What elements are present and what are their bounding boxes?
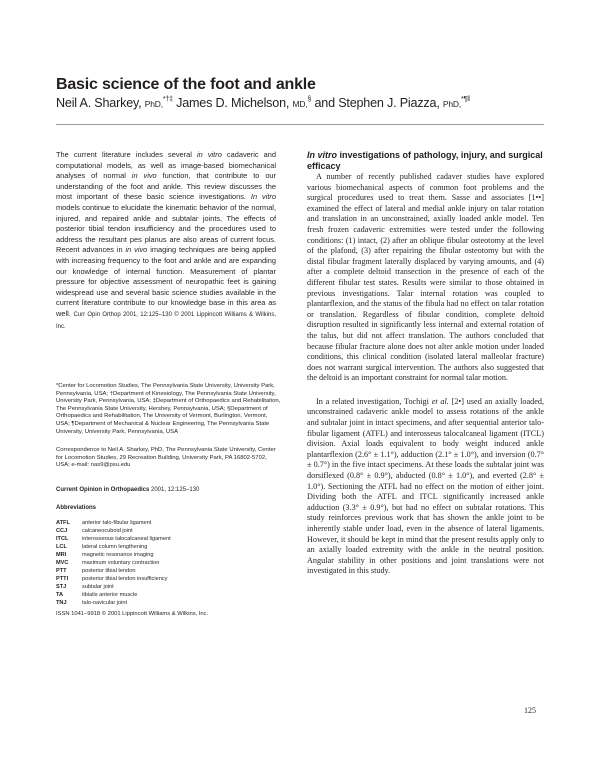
abbreviation-key: STJ: [56, 584, 67, 591]
body-paragraph: A number of recently published cadaver studies have explored various biomechanical aspects of common foot problems and the surgical procedures used to treat them. Sasse and associates [1••] examined the effect of lateral and medial ankle injury on talar rotation and translation in an unconstrained, axially loaded ankle model. Ten fresh frozen cadaveric extremities were tested under the following conditions: (1) intact, (2) after an oblique fibular osteotomy at the level of the plafond, (3) after repairing the fibular osteotomy but with the distal fibular fragment laterally displaced by varying amounts, and (4) after a complete deltoid transection in the presence of each of the different fibular test states. Results were similar to those obtained in previous investigations. Talar internal rotation was coupled to plantarflexion, and the status of the fibula had no effect on talar rotation or translation. Regardless of fibular condition, complete deltoid disruption resulted in significantly less internal and external rotation of the talus, but did not affect translation. The authors concluded that because fibular fracture alone does not alter ankle motion under loaded conditions, this clinical condition (isolated lateral malleolar fracture) does not warrant surgical intervention. The authors also suggested that the deltoid is an important constraint for normal talar motion.: [307, 172, 544, 383]
abstract: [56, 150, 276, 332]
abbreviation-key: MVC: [56, 560, 69, 567]
body-text: In a related investigation, Tochigi: [316, 396, 432, 406]
author-separator: and: [311, 96, 339, 110]
abbreviation-value: subtalar joint: [82, 584, 114, 591]
abbreviation-value: calcaneocuboid joint: [82, 528, 133, 535]
author-name: Neil A. Sharkey,: [56, 96, 145, 110]
abbreviation-row: [56, 535, 282, 543]
right-column: [307, 150, 544, 577]
abstract-text: models continue to elucidate the kinematic behavior of the normal, injured, and repaired ankle and subtalar joints. The effects of posterior tibial tendon insufficiency and the procedures used to address the resultant pes planus are also areas of current focus. Recent advances in: [56, 202, 276, 255]
author-marks: §: [307, 96, 312, 103]
author-degree: PhD,: [144, 99, 163, 109]
abbreviation-key: CCJ: [56, 528, 68, 535]
header-rule: [56, 124, 544, 125]
section-heading-text: investigations of pathology, injury, and surgical efficacy: [307, 150, 543, 171]
abbreviation-value: lateral column lengthening: [82, 544, 148, 551]
body-paragraph: [307, 397, 544, 577]
journal-citation: [56, 487, 199, 493]
abbreviation-value: talo-navicular joint: [82, 600, 128, 607]
left-column: [56, 150, 276, 332]
abbreviation-key: TNJ: [56, 600, 67, 607]
abbreviation-row: [56, 583, 282, 591]
abbreviation-value: interosseous talocalcaneal ligament: [82, 536, 171, 543]
abbreviation-row: [56, 559, 282, 567]
abbreviation-key: TA: [56, 592, 64, 599]
affiliations: *Center for Locomotion Studies, The Pennsylvania State University, University Park, Pennsylvania, USA; †Department of Kinesiology, The Pennsylvania State University, University Park, Pennsylvania, USA; ‡Department of Orthopaedics and Rehabilitation, The Pennsylvania State University, Hershey, Pennsylvania, USA; §Department of Orthopaedics and Rehabilitation, The University of Vermont, Burlington, Vermont, USA; ¶Department of Mechanical & Nuclear Engineering, The Pennsylvania State University, University Park, Pennsylvania, USA: [56, 383, 281, 435]
section-heading: [307, 150, 544, 172]
abbreviation-row: [56, 599, 282, 607]
abbreviation-row: [56, 519, 282, 527]
abbreviation-row: [56, 527, 282, 535]
abstract-text: function, that contribute to our understanding of the foot and ankle. This review discusses the most important of these basic science investigations.: [56, 171, 276, 202]
abstract-citation: Curr Opin Orthop 2001, 12:125–130 © 2001 Lippincott Williams & Wilkins, Inc.: [56, 311, 276, 330]
abstract-emphasis: in vivo: [131, 171, 157, 181]
abbreviation-value: posterior tibial tendon: [82, 568, 136, 575]
abbreviation-key: LCL: [56, 544, 67, 551]
abbreviation-value: posterior tibial tendon insufficiency: [82, 576, 168, 583]
abbreviation-value: maximum voluntary contraction: [82, 560, 160, 567]
body-text: [2•] used an axially loaded, unconstrained cadaveric ankle model to assess rotations of the ankle and subtalar joint in intact specimens, and after sequential anterior talo-fibular ligament (ATFL) and interosseus talocalcaneal ligament (ITCL) division. Axial loads equivalent to body weight induced ankle plantarflexion (2.6° ± 1.1°), adduction (2.1° ± 1.0°), and inversion (0.7° ± 0.7°) in the five intact specimens. At these loads the subtalar joint was dorsiflexed (0.8° ± 0.9°), abducted (0.8° ± 1.0°), and everted (2.8° ± 1.0°). Sectioning the ATFL had no effect on the motion of either joint. Dividing both the ATFL and ITCL significantly increased ankle adduction (3.3° ± 0.9°), but had no effect on subtalar rotations. This study reinforces previous work that has shown the ankle joint to be inherently stable under load, even in the absence of lateral ligaments. However, it should be kept in mind that the present results apply only to an axially loaded extremity with the ankle in the neutral position. Angular stability in other positions and joint translations were not investigated in this study.: [307, 396, 544, 576]
abbreviation-key: MRI: [56, 552, 67, 559]
abbreviation-value: anterior talo-fibular ligament: [82, 520, 152, 526]
abstract-text: imaging techniques are being applied with increasing frequency to the foot and ankle and are expanding our knowledge of internal function. Measurement of plantar pressure for objective assessment of neuropathic feet is gaining widespread use and several basic science studies available in the current literature contribute to our knowledge base in this area as well.: [56, 245, 277, 318]
abbreviation-row: [56, 543, 282, 551]
author-marks: *†‡: [162, 96, 173, 103]
abbreviation-key: ATFL: [56, 520, 70, 526]
abbreviations-list: [56, 519, 282, 608]
page-number: 125: [524, 706, 536, 715]
author-name: Stephen J. Piazza,: [338, 96, 443, 110]
abbreviation-row: [56, 551, 282, 559]
journal-issue: 2001, 12:125–130: [149, 487, 200, 493]
issn-line: ISSN 1041–9918 © 2001 Lippincott Williams & Wilkins, Inc.: [56, 611, 209, 617]
abbreviation-key: ITCL: [56, 536, 69, 543]
abbreviation-key: PTTI: [56, 576, 69, 583]
author-degree: MD,: [292, 99, 308, 109]
abstract-emphasis: In vitro: [250, 192, 276, 202]
abstract-emphasis: in vivo: [125, 245, 148, 255]
author-name: James D. Michelson,: [176, 96, 293, 110]
abstract-emphasis: in vitro: [196, 150, 222, 159]
abstract-text: cadaveric and computational models, as well as image-based biomechanical analyses of normal: [56, 150, 276, 181]
article-title: Basic science of the foot and ankle: [56, 76, 316, 93]
section-heading-emphasis: In vitro: [307, 150, 338, 160]
author-line: [56, 96, 470, 110]
abbreviation-value: tibialis anterior muscle: [82, 592, 138, 599]
abbreviation-row: [56, 591, 282, 599]
body-emphasis: et al.: [431, 396, 449, 406]
abbreviations-heading: Abbreviations: [56, 505, 97, 511]
abbreviation-key: PTT: [56, 568, 67, 575]
abbreviation-row: [56, 575, 282, 583]
author-degree: PhD,: [442, 99, 462, 109]
abbreviation-value: magnetic resonance imaging: [82, 552, 154, 559]
abstract-text: The current literature includes several: [56, 150, 197, 159]
abbreviation-row: [56, 567, 282, 575]
journal-name: Current Opinion in Orthopaedics: [56, 487, 150, 493]
author-marks: *¶‖: [461, 96, 470, 103]
correspondence: Correspondence to Neil A. Sharkey, PhD, The Pennsylvania State University, Center for Locomotion Studies, 29 Recreation Building, University Park, PA 16802-5702, USA; e-mail: nas9@psu.edu: [56, 447, 276, 469]
